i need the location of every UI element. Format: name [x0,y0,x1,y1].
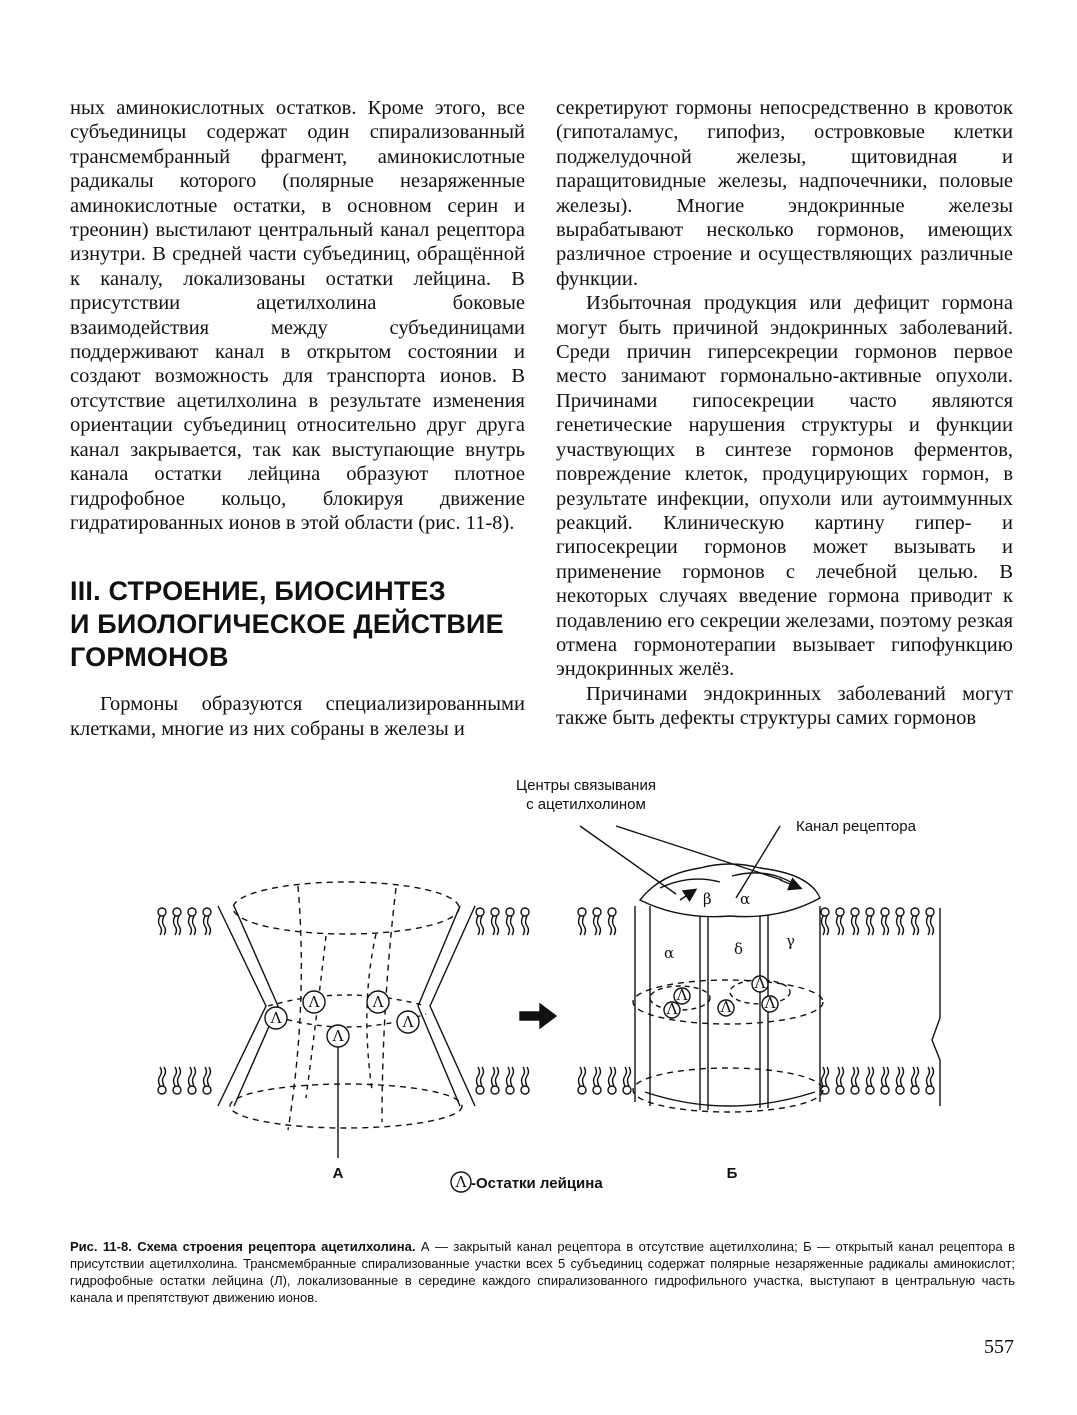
section-heading-line-3: ГОРМОНОВ [70,642,229,673]
label-delta-subunit: δ [734,940,744,958]
svg-text:Λ: Λ [332,1027,344,1045]
membrane-lipids-right-b [821,908,934,1094]
svg-text:Λ: Λ [270,1009,282,1027]
left-paragraph-2: Гормоны образуются специализированными клетками, многие из них собраны в железы и [70,693,525,740]
label-binding-centers-line-2: с ацетилхолином [526,796,646,813]
svg-text:Λ: Λ [720,998,732,1016]
open-channel-diagram [578,864,940,1182]
page-number: 557 [984,1336,1014,1358]
label-panel-a: А [332,1165,344,1182]
section-heading-line-2: И БИОЛОГИЧЕСКОЕ ДЕЙСТВИЕ [70,609,504,640]
svg-text:Λ: Λ [666,1000,678,1018]
membrane-lipids-left-a [158,908,211,1094]
legend-leucine-symbol: Λ [455,1173,467,1191]
legend-leucine-text: -Остатки лейцина [471,1175,603,1192]
membrane-lipids-left-b [578,908,631,1094]
svg-text:Λ: Λ [372,993,384,1011]
left-paragraph-1: ных аминокислотных остатков. Кроме этого, все субъединицы содержат один спирализованный трансмембранный фрагмент, аминокислотные радикалы которого (полярные незаряженные аминокислотные остатки, в основном серин и треонин) выстилают центральный канал рецептора изнутри. В средней части субъединиц, обращённой к каналу, локализованы остатки лейцина. В присутствии ацетилхолина боковые взаимодействия между субъединицами поддерживают канал в открытом состоянии и создают возможность для транспорта ионов. В отсутствие ацетилхолина в результате изменения ориентации субъединиц относительно друг друга канал закрывается, так как выступающие внутрь канала остатки лейцина образуют плотное гидрофобное кольцо, блокируя движение гидратированных ионов в этой области (рис. 11-8). [70,97,525,534]
left-column [70,96,525,741]
section-heading [70,575,525,674]
right-column [556,96,1013,731]
leader-line-binding-1 [580,826,676,894]
right-paragraph-3: Причинами эндокринных заболеваний могут также быть дефекты структуры самих гормонов [556,682,1013,730]
label-alpha-subunit-top: α [740,890,751,908]
receptor-wall-left-outer [218,906,266,1106]
legend-leucine [451,1172,603,1192]
closed-channel-diagram [158,882,529,1182]
transition-arrow-icon [520,1004,556,1028]
figure-caption-title: Рис. 11-8. Схема строения рецептора ацетилхолина. [70,1239,416,1254]
svg-text:Λ: Λ [764,994,776,1012]
membrane-lipids-right-a [476,908,529,1094]
svg-text:Λ: Λ [754,974,766,992]
label-binding-centers-line-1: Центры связывания [516,777,656,794]
receptor-wall-left-inner [234,906,278,1106]
svg-text:Λ: Λ [402,1013,414,1031]
label-gamma-subunit: γ [786,932,795,950]
section-heading-line-1: III. СТРОЕНИЕ, БИОСИНТЕЗ [70,576,446,607]
svg-text:Λ: Λ [676,986,688,1004]
label-receptor-channel: Канал рецептора [796,818,916,835]
leucine-residues-b [664,974,778,1018]
label-beta-subunit: β [703,890,712,908]
acetylcholine-receptor-figure [120,770,970,1200]
figure-caption [70,1238,1015,1306]
svg-text:Λ: Λ [308,993,320,1011]
right-paragraph-2: Избыточная продукция или дефицит гормона могут быть причиной эндокринных заболеваний. Среди причин гиперсекреции гормонов первое место занимают гормонально-активные опухоли. Причинами гипосекреции часто являются генетические нарушения структуры и функции участвующих в синтезе гормонов ферментов, повреждение клеток, продуцирующих гормон, в результате инфекции, опухоли или аутоиммунных реакций. Клиническую картину гипер- и гипосекреции гормонов может вызывать и применение гормонов с лечебной целью. В некоторых случаях введение гормона приводит к подавлению его секреции железами, поэтому резкая отмена гормонотерапии вызывает гипофункцию эндокринных желёз. [556,292,1013,681]
leucine-residues-a [265,991,419,1047]
right-paragraph-1: секретируют гормоны непосредственно в кровоток (гипоталамус, гипофиз, островковые клетки поджелудочной железы, щитовидная и паращитовидные железы, надпочечники, половые железы). Многие эндокринные железы вырабатывают несколько гормонов, имеющих различное строение и осуществляющих различные функции. [556,97,1013,290]
label-panel-b: Б [726,1165,738,1182]
label-alpha-subunit: α [664,944,675,962]
figure-caption-text: А — закрытый канал рецептора в отсутствие ацетилхолина; Б — открытый канал рецептора в присутствии ацетилхолина. Трансмембранные спирализованные участки всех 5 субъединиц содержат полярные незаряженные радикалы аминокислот; гидрофобные остатки лейцина (Л), локализованные в середине каждого спирализованного гидрофильного участка, выступают в центральную часть канала и препятствуют движению ионов. [70,1239,1015,1305]
